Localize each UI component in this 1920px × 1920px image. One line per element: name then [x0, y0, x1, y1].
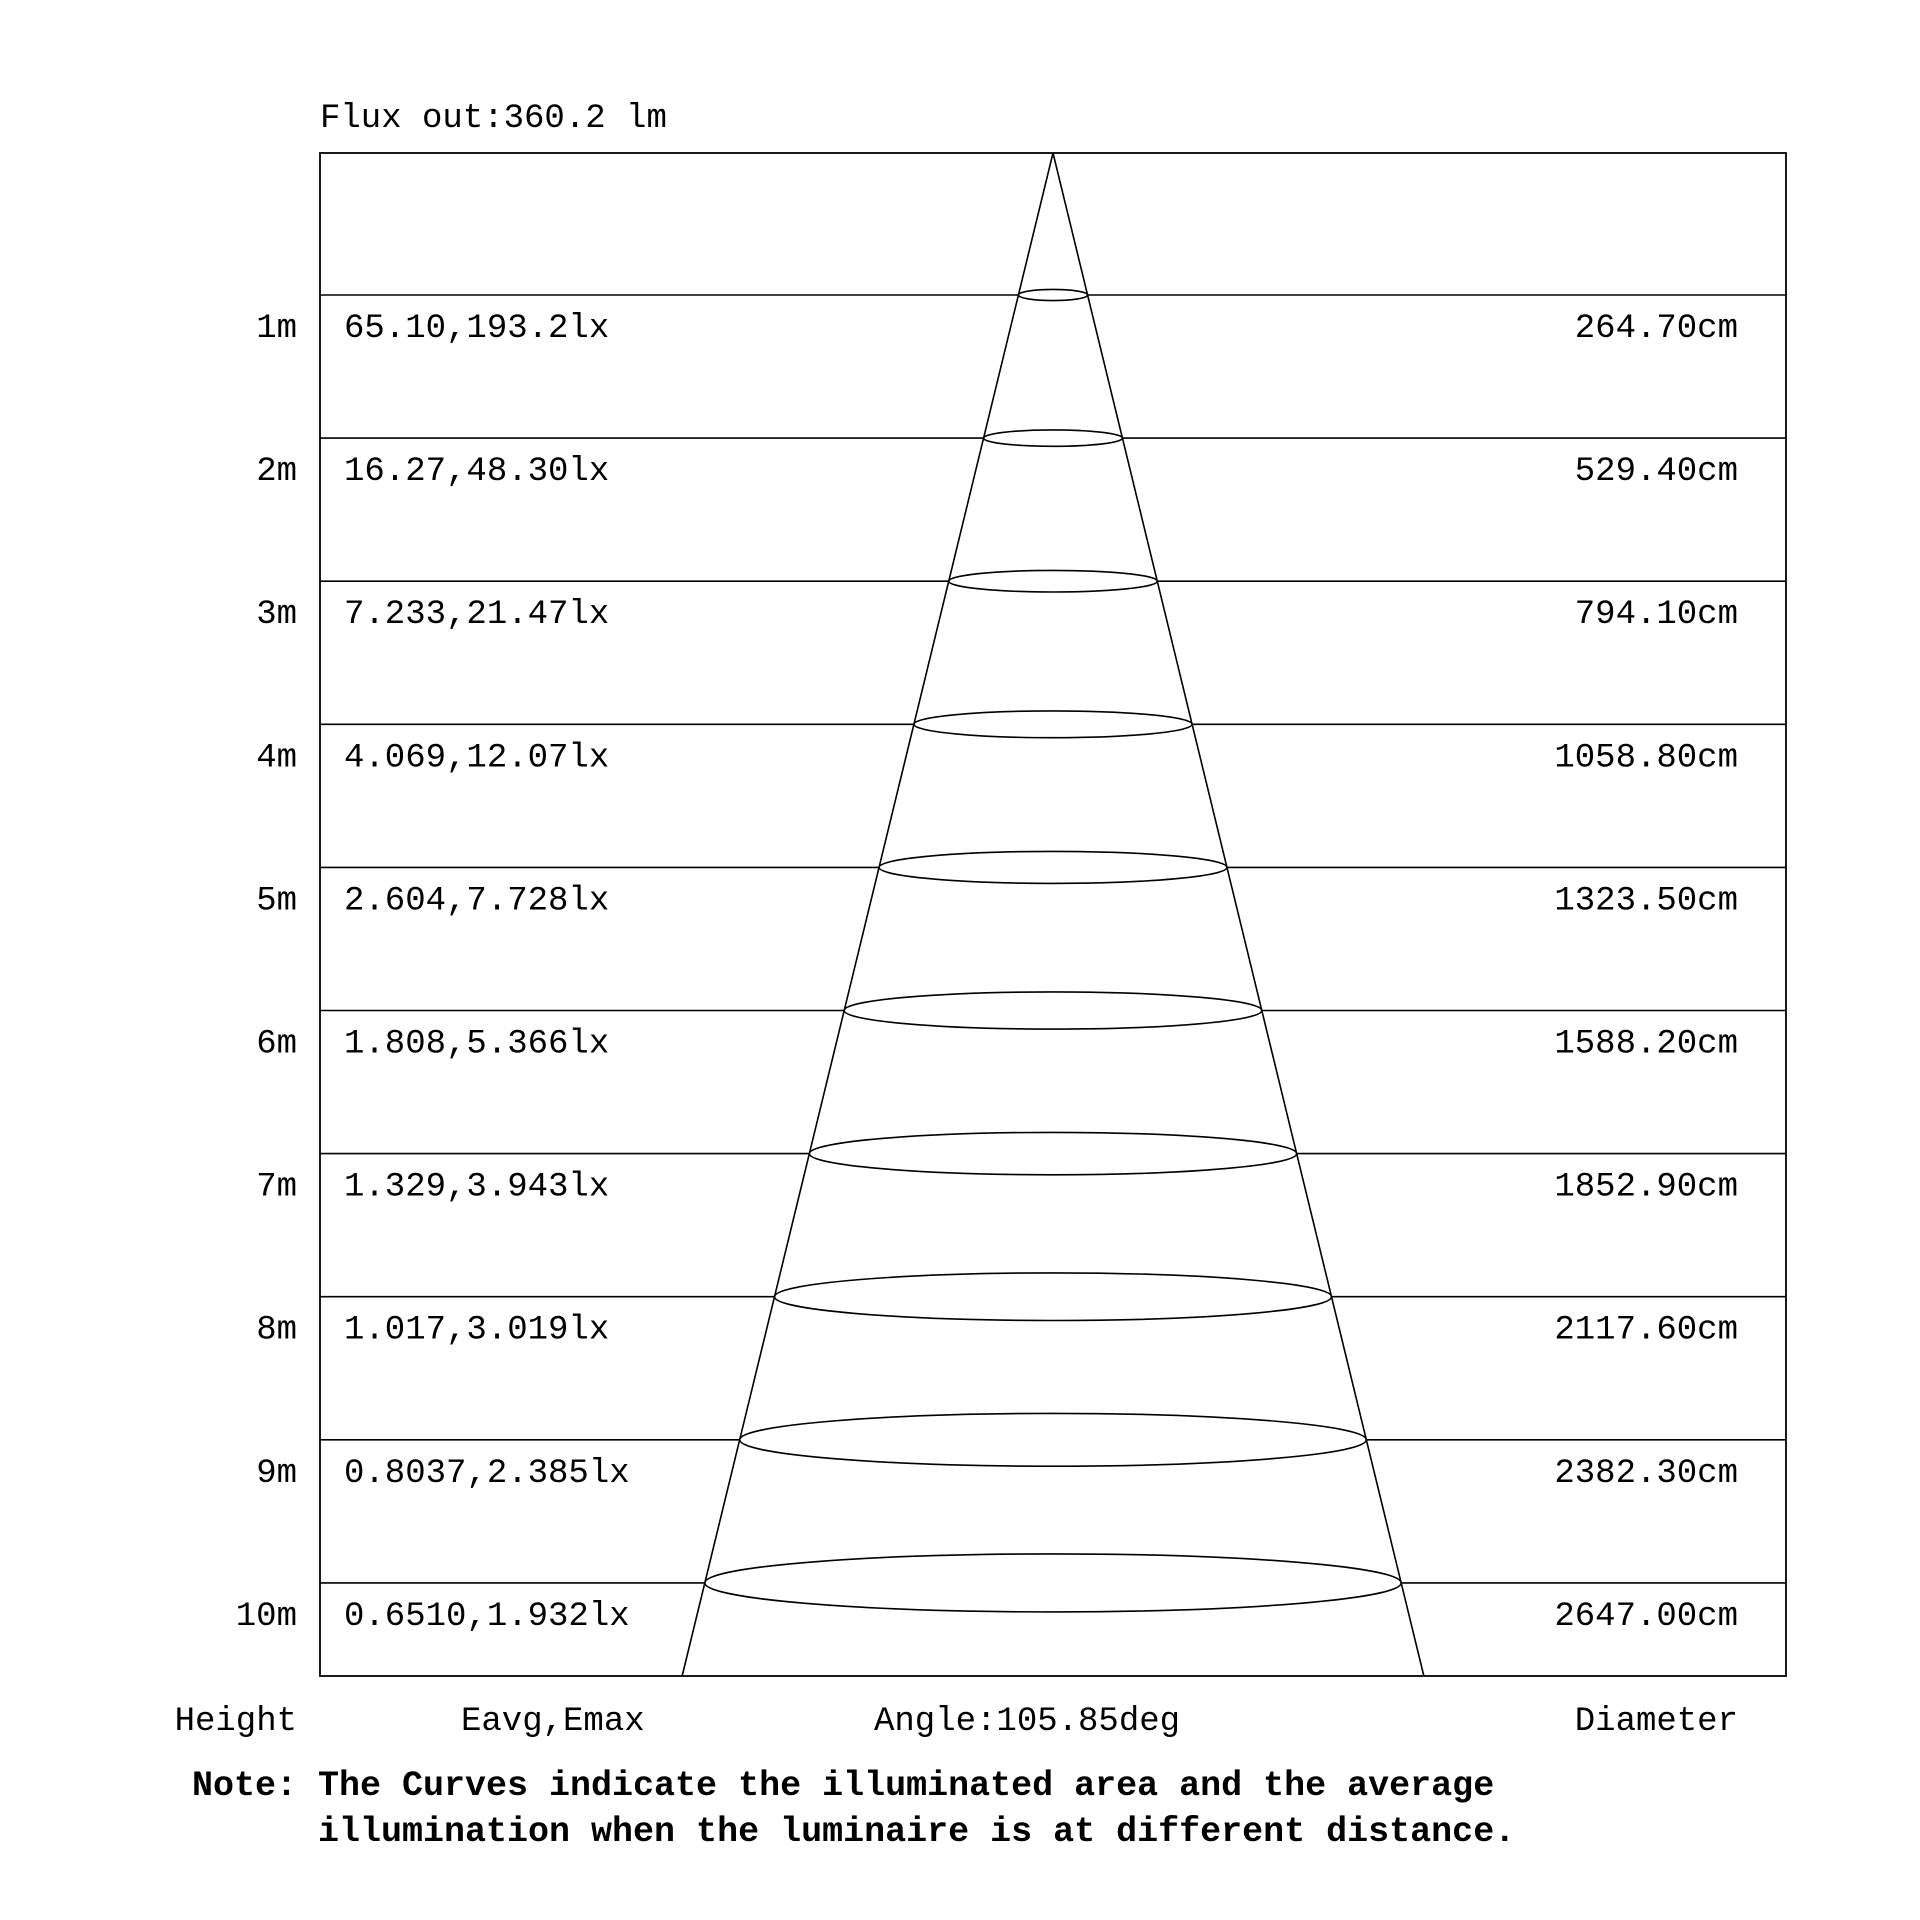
row-illuminance-label: 2.604,7.728lx [344, 882, 610, 921]
row-diameter-label: 264.70cm [1574, 310, 1738, 348]
height-column-label: Height [174, 1703, 297, 1741]
row-labels [236, 310, 1738, 1636]
row-illuminance-label: 1.808,5.366lx [344, 1025, 610, 1064]
diameter-column-label: Diameter [1574, 1703, 1738, 1741]
row-height-label: 10m [235, 1597, 297, 1636]
note-line-1: The Curves indicate the illuminated area and the average [318, 1766, 1495, 1806]
row-diameter-label: 2117.60cm [1554, 1311, 1738, 1350]
row-diameter-label: 2382.30cm [1554, 1454, 1738, 1493]
row-diameter-label: 529.40cm [1574, 453, 1738, 492]
row-diameter-label: 1852.90cm [1554, 1168, 1738, 1207]
row-illuminance-label: 0.8037,2.385lx [344, 1454, 630, 1493]
row-height-label: 4m [256, 739, 297, 778]
beam-edge-right [1053, 153, 1424, 1676]
row-illuminance-label: 0.6510,1.932lx [344, 1597, 630, 1636]
row-illuminance-label: 7.233,21.47lx [344, 596, 610, 635]
flux-label: Flux out:360.2 lm [320, 100, 667, 138]
beam-angle-label: Angle:105.85deg [874, 1703, 1181, 1741]
row-height-label: 2m [256, 453, 297, 492]
beam-cone [682, 153, 1424, 1676]
beam-ellipse [984, 430, 1123, 446]
row-height-label: 5m [256, 882, 297, 921]
row-height-label: 3m [256, 596, 297, 635]
beam-ellipse [740, 1413, 1367, 1466]
eavg-emax-column-label: Eavg,Emax [461, 1703, 645, 1741]
beam-ellipse [844, 992, 1262, 1029]
beam-edge-left [682, 153, 1053, 1676]
row-height-label: 9m [256, 1454, 297, 1493]
beam-ellipse [809, 1132, 1296, 1174]
beam-ellipses [705, 289, 1401, 1612]
beam-ellipse [914, 711, 1192, 738]
row-height-label: 8m [256, 1311, 297, 1350]
beam-ellipse [949, 570, 1158, 592]
row-illuminance-label: 1.017,3.019lx [344, 1311, 610, 1350]
row-diameter-label: 794.10cm [1574, 596, 1738, 635]
row-height-label: 1m [256, 310, 297, 348]
note-line-2: illumination when the luminaire is at different distance. [318, 1812, 1516, 1852]
row-illuminance-label: 1.329,3.943lx [344, 1168, 610, 1207]
row-diameter-label: 1588.20cm [1554, 1025, 1738, 1064]
beam-ellipse [879, 851, 1227, 883]
beam-ellipse [775, 1273, 1332, 1321]
row-diameter-label: 2647.00cm [1554, 1597, 1738, 1636]
row-illuminance-label: 65.10,193.2lx [344, 310, 610, 348]
beam-ellipse [1018, 289, 1087, 300]
note-prefix: Note: [192, 1766, 298, 1806]
row-illuminance-label: 4.069,12.07lx [344, 739, 610, 778]
beam-ellipse [705, 1554, 1401, 1612]
row-height-label: 6m [256, 1025, 297, 1064]
row-illuminance-label: 16.27,48.30lx [344, 453, 610, 492]
row-diameter-label: 1323.50cm [1554, 882, 1738, 921]
row-diameter-label: 1058.80cm [1554, 739, 1738, 778]
row-height-label: 7m [256, 1168, 297, 1207]
